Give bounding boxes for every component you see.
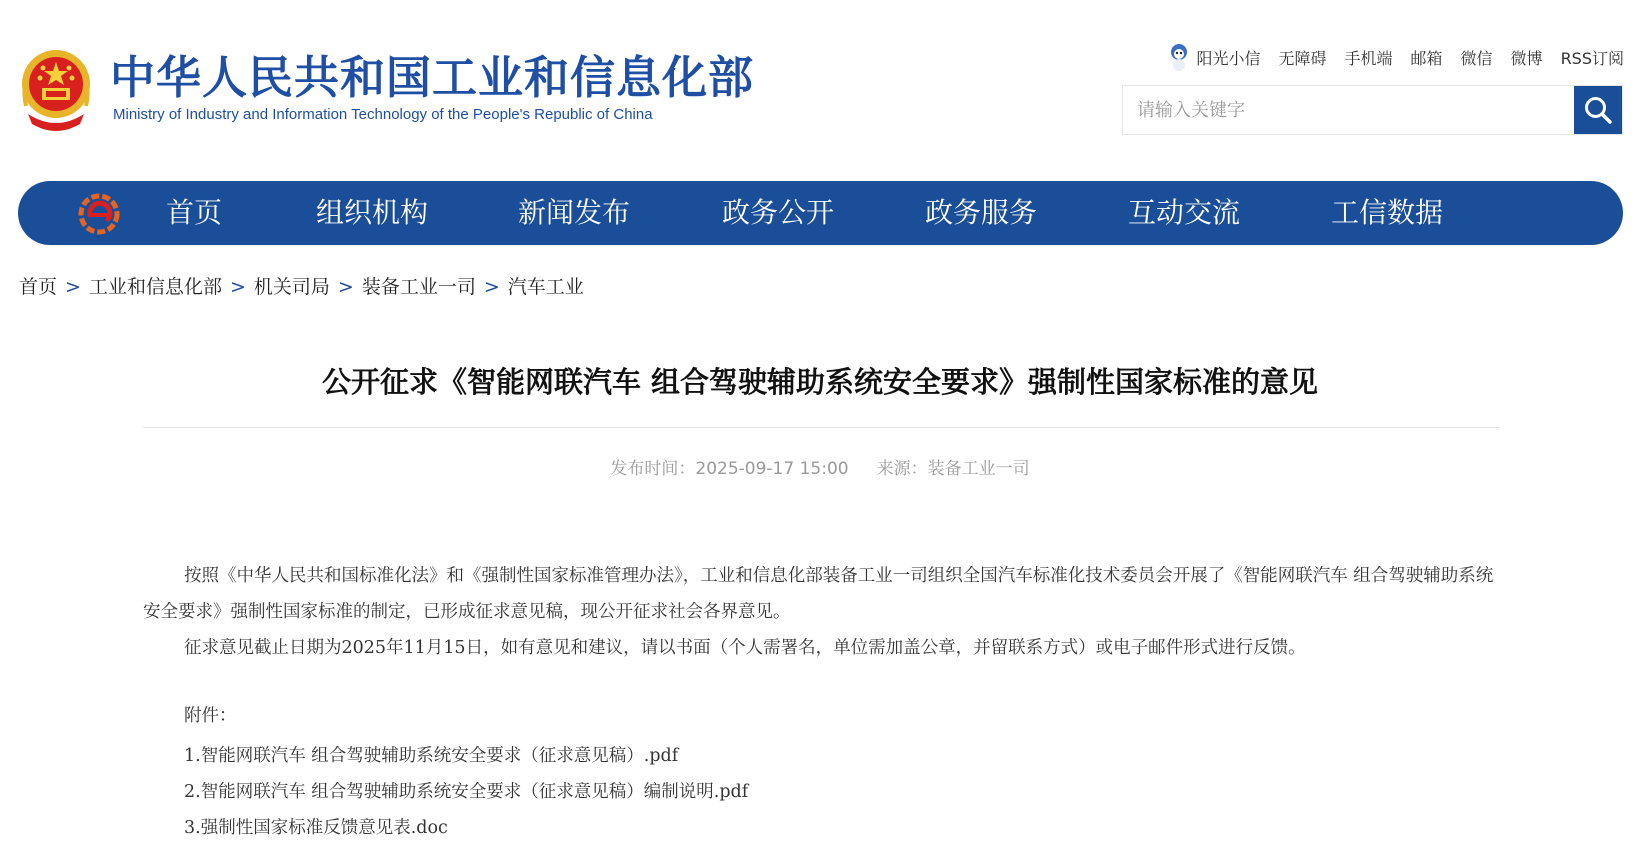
mascot-icon <box>1168 42 1190 72</box>
link-mobile[interactable]: 手机端 <box>1344 48 1393 68</box>
nav-interaction[interactable]: 互动交流 <box>1128 196 1241 229</box>
nav-gov-affairs[interactable]: 政务公开 <box>722 196 835 229</box>
search-icon <box>1583 95 1613 125</box>
breadcrumb-departments[interactable]: 机关司局 <box>253 276 330 298</box>
nav-data[interactable]: 工信数据 <box>1331 196 1444 229</box>
attachments-list <box>184 738 748 846</box>
national-emblem-icon <box>18 48 94 132</box>
breadcrumb-home[interactable]: 首页 <box>19 276 58 298</box>
breadcrumb-ministry[interactable]: 工业和信息化部 <box>88 276 222 298</box>
attachment-link[interactable]: 2.智能网联汽车 组合驾驶辅助系统安全要求（征求意见稿）编制说明.pdf <box>184 782 749 802</box>
link-weibo[interactable]: 微博 <box>1510 48 1543 68</box>
breadcrumb-separator: > <box>337 276 354 298</box>
breadcrumb-auto-industry[interactable]: 汽车工业 <box>507 276 584 298</box>
search-input[interactable] <box>1123 86 1574 134</box>
link-wechat[interactable]: 微信 <box>1460 48 1493 68</box>
top-links <box>1168 42 1624 72</box>
link-sunshine[interactable]: 阳光小信 <box>1196 48 1261 68</box>
site-subtitle: Ministry of Industry and Information Technology of the People's Republic of China <box>113 106 653 123</box>
breadcrumb-separator: > <box>229 276 246 298</box>
paragraph: 征求意见截止日期为2025年11月15日，如有意见和建议，请以书面（个人需署名，单位需加盖公章，并留联系方式）或电子邮件形式进行反馈。 <box>184 638 1306 658</box>
breadcrumb-separator: > <box>483 276 500 298</box>
article-title: 公开征求《智能网联汽车 组合驾驶辅助系统安全要求》强制性国家标准的意见 <box>321 365 1319 399</box>
article-source: 来源：装备工业一司 <box>876 459 1030 479</box>
attachment-link[interactable]: 1.智能网联汽车 组合驾驶辅助系统安全要求（征求意见稿）.pdf <box>184 746 679 766</box>
nav-organization[interactable]: 组织机构 <box>316 196 429 229</box>
site-title: 中华人民共和国工业和信息化部 <box>110 51 755 104</box>
nav-news[interactable]: 新闻发布 <box>518 196 631 229</box>
breadcrumb <box>19 272 584 299</box>
main-nav <box>18 181 1623 245</box>
breadcrumb-equipment-dept[interactable]: 装备工业一司 <box>361 276 476 298</box>
article-body <box>143 558 1500 666</box>
breadcrumb-separator: > <box>65 276 81 298</box>
search-box <box>1122 85 1623 135</box>
nav-home[interactable]: 首页 <box>166 196 223 229</box>
paragraph: 按照《中华人民共和国标准化法》和《强制性国家标准管理办法》，工业和信息化部装备工业一司组织全国汽车标准化技术委员会开展了《智能网联汽车 组合驾驶辅助系统安全要求》强制性国家标准的制定，已形成征求意见稿，现公开征求社会各界意见。 <box>143 566 1494 622</box>
nav-gov-services[interactable]: 政务服务 <box>925 196 1038 229</box>
attachment-link[interactable]: 3.强制性国家标准反馈意见表.doc <box>184 818 448 838</box>
link-rss[interactable]: RSS订阅 <box>1560 48 1624 68</box>
miit-logo-icon <box>78 193 120 235</box>
attachments-label: 附件： <box>184 706 237 726</box>
link-mailbox[interactable]: 邮箱 <box>1410 48 1443 68</box>
title-divider <box>143 427 1500 428</box>
article-meta <box>0 454 1640 479</box>
publish-time: 发布时间：2025-09-17 15:00 <box>610 459 849 479</box>
search-button[interactable] <box>1574 86 1622 134</box>
link-accessibility[interactable]: 无障碍 <box>1278 48 1327 68</box>
